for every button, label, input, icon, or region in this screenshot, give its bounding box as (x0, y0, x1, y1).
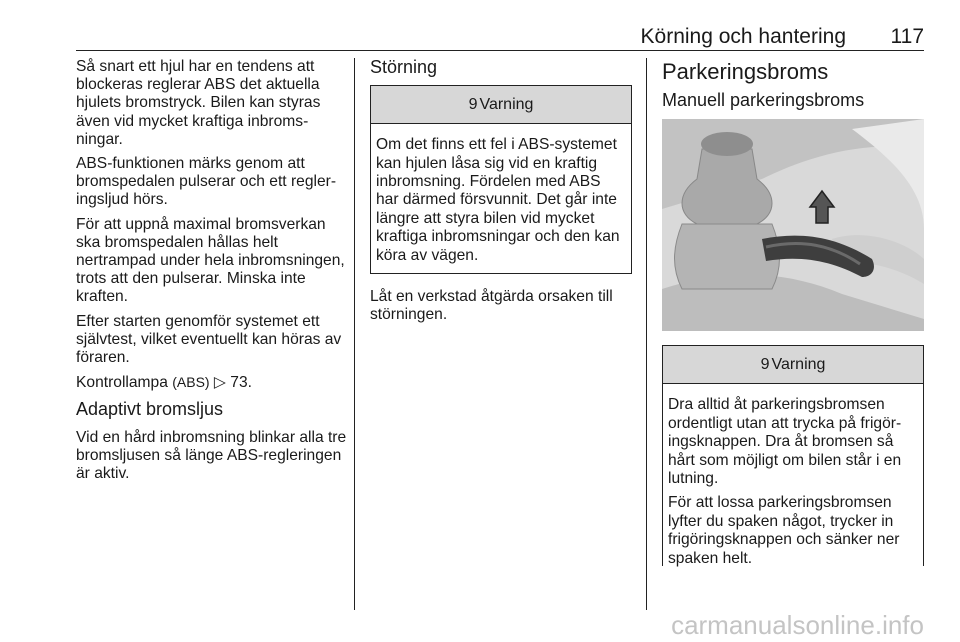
lamp-page-ref[interactable]: 73. (230, 374, 252, 392)
column-right (662, 58, 924, 566)
column-left (76, 58, 348, 489)
warning-header (663, 346, 923, 384)
warning-box (370, 85, 632, 274)
parking-brake-illustration-svg (662, 119, 924, 331)
watermark: carmanualsonline.info (671, 610, 924, 640)
warning-title: Varning (771, 356, 826, 374)
paragraph: Dra alltid åt parkeringsbromsen ordentligt utan att trycka på frigöringsknappen. Dra åt bromsen så hårt som möjligt om bilen står i en lutning. (668, 396, 902, 488)
manual-parking-brake-subheading: Manuell parkeringsbroms (662, 90, 865, 111)
page-ref-arrow-icon: ▷ (213, 374, 226, 392)
section-title: Körning och hantering (640, 25, 846, 48)
adaptive-brakelight-heading: Adaptivt bromsljus (76, 399, 224, 420)
warning-text (663, 384, 923, 582)
paragraph: Så snart ett hjul har en tendens att blockeras reglerar ABS det aktuella hjulets bromstryck. Bilen kan styras även vid mycket kraftiga inbromsningar. (76, 58, 321, 148)
page-header (76, 0, 924, 51)
fault-heading: Störning (370, 57, 438, 77)
abs-warning-lamp-icon: (ABS) (172, 374, 210, 391)
paragraph: ABS-funktionen märks genom att bromspedalen pulserar och ett regleringsljud hörs. (76, 155, 337, 209)
warning-header (371, 86, 631, 124)
column-divider (354, 58, 355, 610)
paragraph: Låt en verkstad åtgärda orsaken till störningen. (370, 288, 613, 324)
paragraph: För att lossa parkeringsbromsen lyfter du spaken något, trycker in frigöringsknappen och sänker ner spaken helt. (668, 494, 900, 567)
warning-box (662, 345, 924, 566)
paragraph: Efter starten genomför systemet ett självtest, vilket eventuellt kan höras av föraren. (76, 312, 342, 367)
warning-text: Om det finns ett fel i ABS-systemet kan hjulen låsa sig vid en kraftig inbromsning. Fördelen med ABS har därmed försvunnit. Det går inte längre att styra bilen vid mycket kraftiga inbromsningar och den kan köra av vägen. (376, 136, 620, 264)
paragraph: Vid en hård inbromsning blinkar alla tre bromsljusen så länge ABS-regleringen är aktiv. (76, 428, 347, 483)
paragraph: För att uppnå maximal bromsverkan ska bromspedalen hållas helt nertrampad under hela inbromsningen, trots att den pulserar. Minska inte kraften. (76, 215, 345, 306)
parking-brake-lever-illustration (662, 119, 924, 331)
column-middle (370, 58, 632, 330)
lamp-label: Kontrollampa (76, 374, 168, 392)
warning-title: Varning (479, 96, 534, 114)
warning-triangle-icon: 9 (468, 96, 478, 114)
column-divider (646, 58, 647, 610)
lamp-reference (76, 373, 348, 392)
parking-brake-heading: Parkeringsbroms (662, 59, 829, 84)
page-number: 117 (890, 25, 924, 48)
warning-triangle-icon: 9 (760, 356, 770, 374)
